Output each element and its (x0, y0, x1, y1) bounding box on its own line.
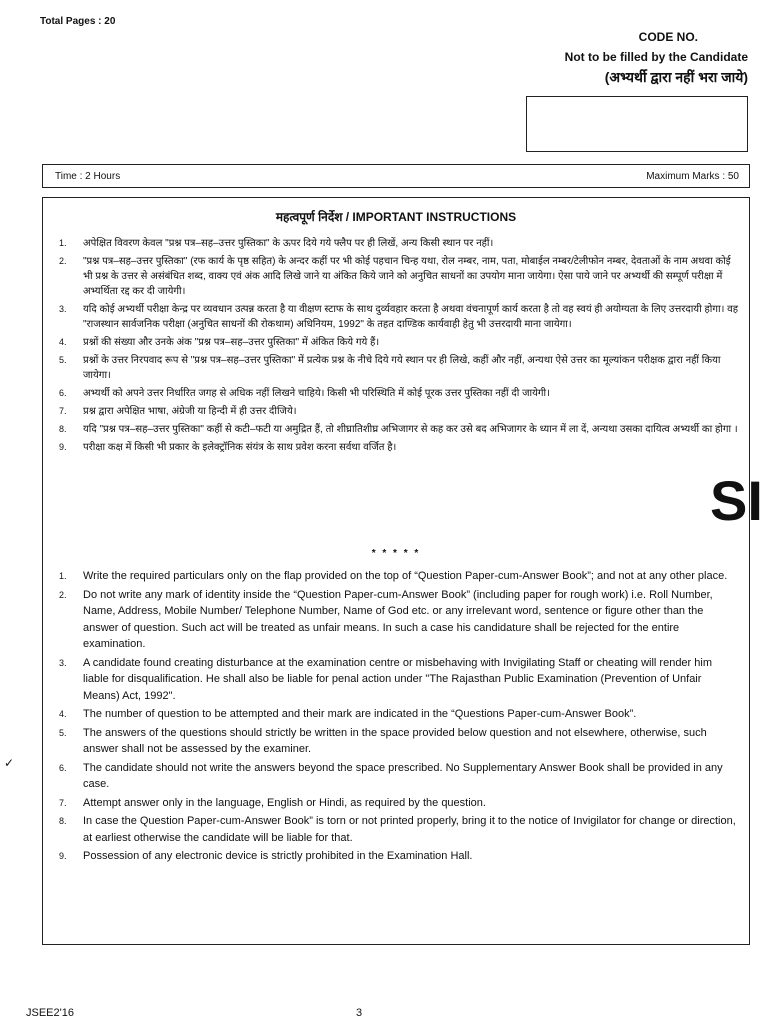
footer-exam-code: JSEE2'16 (26, 1007, 74, 1019)
separator-stars: * * * * * (371, 548, 421, 559)
list-item: 5. प्रश्नों के उत्तर निरपवाद रूप से "प्रश्न पत्र–सह–उत्तर पुस्तिका" में प्रत्येक प्रश्न के नीचे दिये गये स्थान पर ही लिखे, कहीं और नहीं, अन्यथा ऐसे उत्तर का मूल्यांकन परीक्षक द्वारा नहीं किया जायेगा। (59, 355, 721, 381)
list-item: 1. अपेक्षित विवरण केवल "प्रश्न पत्र–सह–उत्तर पुस्तिका" के ऊपर दिये गये फ्लैप पर ही लिखें, अन्य किसी स्थान पर नहीं। (59, 238, 494, 249)
list-item: 4. The number of question to be attempted and their mark are indicated in the “Questions Paper-cum-Answer Book”. (59, 708, 637, 720)
list-item: 4. प्रश्नों की संख्या और उनके अंक "प्रश्न पत्र–सह–उत्तर पुस्तिका" में अंकित किये गये हैं। (59, 337, 380, 348)
margin-tick-icon: ✓ (4, 756, 15, 770)
list-item: 7. Attempt answer only in the language, English or Hindi, as required by the question. (59, 796, 486, 809)
time-label: Time : 2 Hours (55, 171, 121, 182)
list-item: 5. The answers of the questions should strictly be written in the space provided below question and not elsewhere, otherwise, such answer shall not be assessed by the examiner. (59, 726, 707, 755)
code-block (508, 30, 748, 87)
list-item: 6. अभ्यर्थी को अपने उत्तर निर्धारित जगह से अधिक नहीं लिखने चाहिये। किसी भी परिस्थिति में कोई पूरक उत्तर पुस्तिका नहीं दी जायेगी। (59, 388, 550, 399)
code-number-box[interactable] (526, 96, 748, 152)
hindi-instructions-list (43, 236, 749, 458)
instructions-box (42, 197, 750, 945)
list-item: 2. Do not write any mark of identity inside the “Question Paper-cum-Answer Book” (including paper for rough work) i.e. Roll Number, Name, Address, Mobile Number/ Telephone Number, Name of God etc. or any irrelevant word, sentence or figure other than the answer of question. Such act will be treated as unfair means. In such a case his candidature shall be rejected for the entire examination. (59, 588, 713, 650)
footer-page-number: 3 (356, 1007, 363, 1019)
english-instructions-list (43, 568, 749, 867)
time-marks-bar (42, 164, 750, 188)
code-no-label: CODE NO. (638, 30, 698, 44)
instructions-title: महत्वपूर्ण निर्देश / IMPORTANT INSTRUCTIONS (275, 210, 517, 224)
list-item: 3. यदि कोई अभ्यर्थी परीक्षा केन्द्र पर व्यवधान उत्पन्न करता है या वीक्षण स्टाफ के साथ दुर्व्यवहार करता है अथवा वंचनापूर्ण कार्य करता है तो वह स्वयं ही अयोग्यता के लिए उत्तरदायी होगा। वह "राजस्थान सार्वजनिक परीक्षा (अनुचित साधनों की रोकथाम) अधिनियम, 1992" के तहत दाण्डिक कार्यवाही हेतु भी उत्तरदायी माना जायेगा। (59, 304, 739, 330)
list-item: 6. The candidate should not write the answers beyond the space prescribed. No Supplementary Answer Book shall be provided in any case. (59, 761, 723, 790)
list-item: 3. A candidate found creating disturbance at the examination centre or misbehaving with Invigilating Staff or cheating will render him liable for disqualification. He shall also be liable for penal action under "The Rajasthan Public Examination (Prevention of Unfair Means) Act, 1992". (59, 656, 712, 702)
list-item: 8. In case the Question Paper-cum-Answer Book” is torn or not printed properly, bring it to the notice of Invigilator for change or direction, at earliest otherwise the candidate will be liable for that. (59, 815, 736, 844)
list-item: 2. "प्रश्न पत्र–सह–उत्तर पुस्तिका" (रफ कार्य के पृष्ठ सहित) के अन्दर कहीं पर भी कोई पहचान चिन्ह यथा, रोल नम्बर, नाम, पता, मोबाईल नम्बर/टेलीफोन नम्बर, देवताओं के नाम अथवा कोई भी प्रश्न के उत्तर से असंबंधित शब्द, वाक्य एवं अंक आदि लिखे जाने या अंकित किये जाने को अनुचित साधनों का उपयोग माना जायेगा। ऐसा पाये जाने पर अभ्यर्थी की सम्पूर्ण परीक्षा में अभ्यर्थिता रद्द कर दी जायेगी। (59, 256, 731, 297)
not-filled-label: Not to be filled by the Candidate (564, 50, 748, 64)
not-filled-hindi-label: (अभ्यर्थी द्वारा नहीं भरा जाये) (604, 69, 748, 85)
list-item: 9. Possession of any electronic device is strictly prohibited in the Examination Hall. (59, 850, 473, 862)
list-item: 7. प्रश्न द्वारा अपेक्षित भाषा, अंग्रेजी या हिन्दी में ही उत्तर दीजिये। (59, 406, 297, 417)
total-pages: Total Pages : 20 (40, 16, 116, 27)
side-watermark: SI (710, 469, 763, 532)
list-item: 1. Write the required particulars only on the flap provided on the top of “Question Paper-cum-Answer Book”; and not at any other place. (59, 570, 728, 582)
max-marks-label: Maximum Marks : 50 (646, 171, 739, 182)
list-item: 8. यदि "प्रश्न पत्र–सह–उत्तर पुस्तिका" कहीं से कटी–फटी या अमुद्रित हैं, तो शीघ्रातिशीघ्र अभिजागर से कह कर उसे बद अभिजागर के ध्यान में ला दें, अन्यथा उसका दायित्व अभ्यर्थी का होगा । (59, 424, 738, 435)
list-item: 9. परीक्षा कक्ष में किसी भी प्रकार के इलेक्ट्रॉनिक संयंत्र के साथ प्रवेश करना सर्वथा वर्जित है। (59, 442, 397, 453)
